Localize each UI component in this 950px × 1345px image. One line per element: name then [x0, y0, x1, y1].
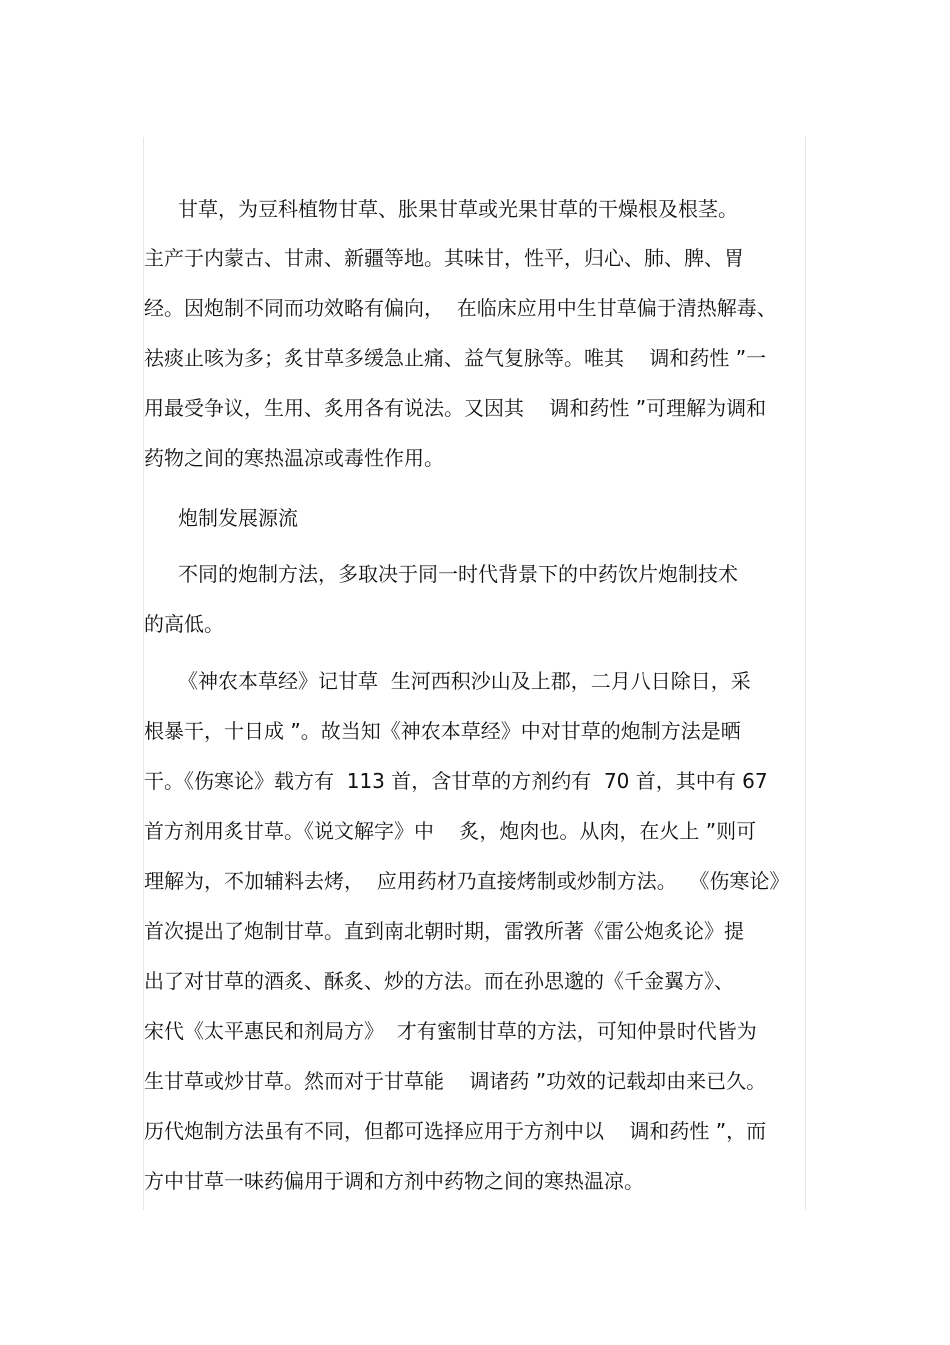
paragraph-3-line-7: 出了对甘草的酒炙、酥炙、炒的方法。而在孙思邈的《千金翼方》、 — [144, 969, 734, 993]
paragraph-2-line-1: 不同的炮制方法，多取决于同一时代背景下的中药饮片炮制技术 — [178, 562, 738, 586]
paragraph-1-line-6: 药物之间的寒热温凉或毒性作用。 — [144, 446, 444, 470]
paragraph-3-line-4: 首方剂用炙甘草。《说文解字》中 炙，炮肉也。从肉，在火上 ”则可 — [144, 819, 757, 843]
paragraph-3-line-5: 理解为，不加辅料去烤， 应用药材乃直接烤制或炒制方法。 《伤寒论》 — [144, 869, 790, 893]
paragraph-3-line-10: 历代炮制方法虽有不同，但都可选择应用于方剂中以 调和药性 ”，而 — [144, 1119, 767, 1143]
paragraph-1-line-3: 经。因炮制不同而功效略有偏向， 在临床应用中生甘草偏于清热解毒、 — [144, 296, 777, 320]
paragraph-3-line-3: 干。《伤寒论》载方有 113 首，含甘草的方剂约有 70 首，其中有 67 — [144, 769, 768, 793]
paragraph-3-line-6: 首次提出了炮制甘草。直到南北朝时期，雷敩所著《雷公炮炙论》提 — [144, 919, 744, 943]
paragraph-1-line-5: 用最受争议，生用、炙用各有说法。又因其 调和药性 ”可理解为调和 — [144, 396, 767, 420]
paragraph-3-line-9: 生甘草或炒甘草。然而对于甘草能 调诸药 ”功效的记载却由来已久。 — [144, 1069, 767, 1093]
section-heading: 炮制发展源流 — [178, 506, 298, 530]
paragraph-1-line-1: 甘草，为豆科植物甘草、胀果甘草或光果甘草的干燥根及根茎。 — [178, 197, 738, 221]
paragraph-1-line-2: 主产于内蒙古、甘肃、新疆等地。其味甘，性平，归心、肺、脾、胃 — [144, 246, 744, 270]
paragraph-3-line-8: 宋代《太平惠民和剂局方》 才有蜜制甘草的方法，可知仲景时代皆为 — [144, 1019, 757, 1043]
paragraph-2-line-2: 的高低。 — [144, 612, 224, 636]
paragraph-3-line-1: 《神农本草经》记甘草 生河西积沙山及上郡，二月八日除日，采 — [178, 669, 751, 693]
paragraph-1-line-4: 祛痰止咳为多；炙甘草多缓急止痛、益气复脉等。唯其 调和药性 ”一 — [144, 346, 767, 370]
paragraph-3-line-2: 根暴干，十日成 ”。故当知《神农本草经》中对甘草的炮制方法是晒 — [144, 719, 741, 743]
paragraph-3-line-11: 方中甘草一味药偏用于调和方剂中药物之间的寒热温凉。 — [144, 1169, 644, 1193]
